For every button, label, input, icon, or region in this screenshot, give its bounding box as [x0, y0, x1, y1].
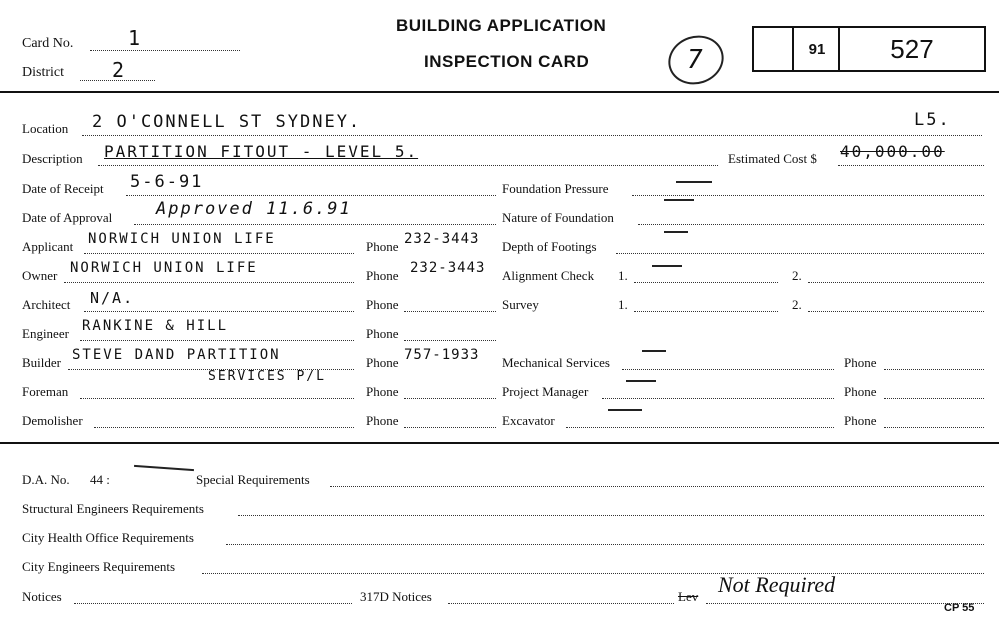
depth-of-footings-line	[616, 253, 984, 254]
structural-engineers-line	[238, 515, 984, 516]
foundation-pressure-line	[632, 195, 984, 196]
engineer-line	[80, 340, 354, 341]
foreman-phone-label: Phone	[366, 384, 399, 399]
date-of-approval-line	[134, 224, 496, 225]
builder-value-line2: SERVICES P/L	[208, 369, 326, 384]
alignment-check-2: 2.	[792, 268, 802, 283]
owner-line	[64, 282, 354, 283]
survey-2-line	[808, 311, 984, 312]
notices-317d-label: 317D Notices	[360, 589, 432, 604]
da-no-label: D.A. No.	[22, 472, 70, 487]
excavator-label: Excavator	[502, 413, 555, 428]
card-no-value: 1	[128, 26, 143, 50]
engineer-phone-label: Phone	[366, 326, 399, 341]
mechanical-services-label: Mechanical Services	[502, 355, 610, 370]
date-of-approval-value: Approved 11.6.91	[156, 199, 352, 219]
alignment-check-1-line	[634, 282, 778, 283]
demolisher-line	[94, 427, 354, 428]
district-label: District	[22, 65, 64, 80]
location-value: 2 O'CONNELL ST SYDNEY.	[92, 112, 362, 132]
file-year-value: 91	[808, 40, 826, 58]
lev-line	[706, 603, 984, 604]
excavator-phone-line	[884, 427, 984, 428]
alignment-check-2-line	[808, 282, 984, 283]
card-no-line	[90, 50, 240, 51]
mechanical-services-line	[622, 369, 834, 370]
location-line	[82, 135, 982, 136]
file-year-cell	[792, 28, 840, 70]
card-no-label: Card No.	[22, 36, 74, 51]
survey-label: Survey	[502, 297, 539, 312]
date-of-receipt-line	[126, 195, 496, 196]
date-of-receipt-value: 5-6-91	[130, 172, 204, 192]
location-suffix: L5.	[914, 110, 951, 130]
estimated-cost-value: 40,000.00	[840, 142, 945, 161]
notices-label: Notices	[22, 589, 62, 604]
owner-value: NORWICH UNION LIFE	[70, 260, 258, 276]
applicant-phone-value: 232-3443	[404, 231, 480, 247]
project-manager-phone-line	[884, 398, 984, 399]
owner-label: Owner	[22, 268, 58, 283]
title-line2: INSPECTION CARD	[424, 52, 590, 71]
project-manager-label: Project Manager	[502, 384, 589, 399]
excavator-phone-label: Phone	[844, 413, 877, 428]
builder-phone-value: 757-1933	[404, 347, 480, 363]
project-manager-dash	[626, 380, 656, 382]
builder-label: Builder	[22, 355, 61, 370]
title-line1: BUILDING APPLICATION	[396, 16, 607, 35]
applicant-value: NORWICH UNION LIFE	[88, 231, 276, 247]
da-no-value: 44 :	[90, 472, 110, 487]
mechanical-services-dash	[642, 350, 666, 352]
excavator-line	[566, 427, 834, 428]
survey-2: 2.	[792, 297, 802, 312]
builder-value: STEVE DAND PARTITION	[72, 347, 281, 363]
architect-phone-line	[404, 311, 496, 312]
mechanical-services-phone-label: Phone	[844, 355, 877, 370]
circled-number	[662, 29, 730, 92]
architect-line	[84, 311, 354, 312]
applicant-label: Applicant	[22, 239, 74, 254]
foreman-label: Foreman	[22, 384, 69, 399]
description-line	[98, 165, 718, 166]
district-value: 2	[112, 58, 127, 82]
demolisher-label: Demolisher	[22, 413, 83, 428]
demolisher-phone-label: Phone	[366, 413, 399, 428]
date-of-receipt-label: Date of Receipt	[22, 181, 104, 196]
foundation-pressure-label: Foundation Pressure	[502, 181, 609, 196]
description-label: Description	[22, 151, 83, 166]
alignment-check-1: 1.	[618, 268, 628, 283]
location-label: Location	[22, 121, 69, 136]
city-engineers-label: City Engineers Requirements	[22, 559, 176, 574]
applicant-line	[84, 253, 354, 254]
nature-of-foundation-dash	[664, 199, 694, 201]
project-manager-phone-label: Phone	[844, 384, 877, 399]
middle-divider	[0, 442, 999, 444]
file-number-box	[752, 26, 986, 72]
architect-label: Architect	[22, 297, 71, 312]
engineer-value: RANKINE & HILL	[82, 318, 229, 334]
file-number-value: 527	[890, 33, 934, 64]
nature-of-foundation-line	[638, 224, 984, 225]
city-engineers-line	[202, 573, 984, 574]
architect-value: N/A.	[90, 289, 135, 307]
lev-label: Lev	[678, 589, 699, 604]
date-of-approval-label: Date of Approval	[22, 210, 113, 225]
engineer-label: Engineer	[22, 326, 69, 341]
estimated-cost-label: Estimated Cost $	[728, 151, 817, 166]
architect-phone-label: Phone	[366, 297, 399, 312]
file-number-cell	[838, 28, 984, 70]
structural-engineers-label: Structural Engineers Requirements	[22, 501, 204, 516]
depth-of-footings-dash	[664, 231, 688, 233]
header-divider	[0, 91, 999, 93]
notices-line	[74, 603, 352, 604]
owner-phone-label: Phone	[366, 268, 399, 283]
circled-number-value: 7	[687, 45, 705, 75]
excavator-dash	[608, 409, 642, 411]
da-no-dash	[134, 465, 194, 471]
description-value: PARTITION FITOUT - LEVEL 5.	[104, 142, 419, 161]
form-code: CP 55	[944, 602, 975, 614]
survey-1: 1.	[618, 297, 628, 312]
demolisher-phone-line	[404, 427, 496, 428]
foreman-line	[80, 398, 354, 399]
owner-phone-value: 232-3443	[410, 260, 486, 276]
engineer-phone-line	[404, 340, 496, 341]
notices-317d-line	[448, 603, 674, 604]
survey-1-line	[634, 311, 778, 312]
project-manager-line	[602, 398, 834, 399]
alignment-check-label: Alignment Check	[502, 268, 595, 283]
foundation-pressure-dash	[676, 181, 712, 183]
city-health-line	[226, 544, 984, 545]
alignment-check-dash	[652, 265, 682, 267]
special-requirements-label: Special Requirements	[196, 472, 310, 487]
city-health-label: City Health Office Requirements	[22, 530, 194, 545]
estimated-cost-line	[838, 165, 984, 166]
applicant-phone-label: Phone	[366, 239, 399, 254]
builder-phone-label: Phone	[366, 355, 399, 370]
depth-of-footings-label: Depth of Footings	[502, 239, 597, 254]
lev-value: Not Required	[718, 572, 836, 597]
foreman-phone-line	[404, 398, 496, 399]
mechanical-services-phone-line	[884, 369, 984, 370]
nature-of-foundation-label: Nature of Foundation	[502, 210, 614, 225]
special-requirements-line	[330, 486, 984, 487]
